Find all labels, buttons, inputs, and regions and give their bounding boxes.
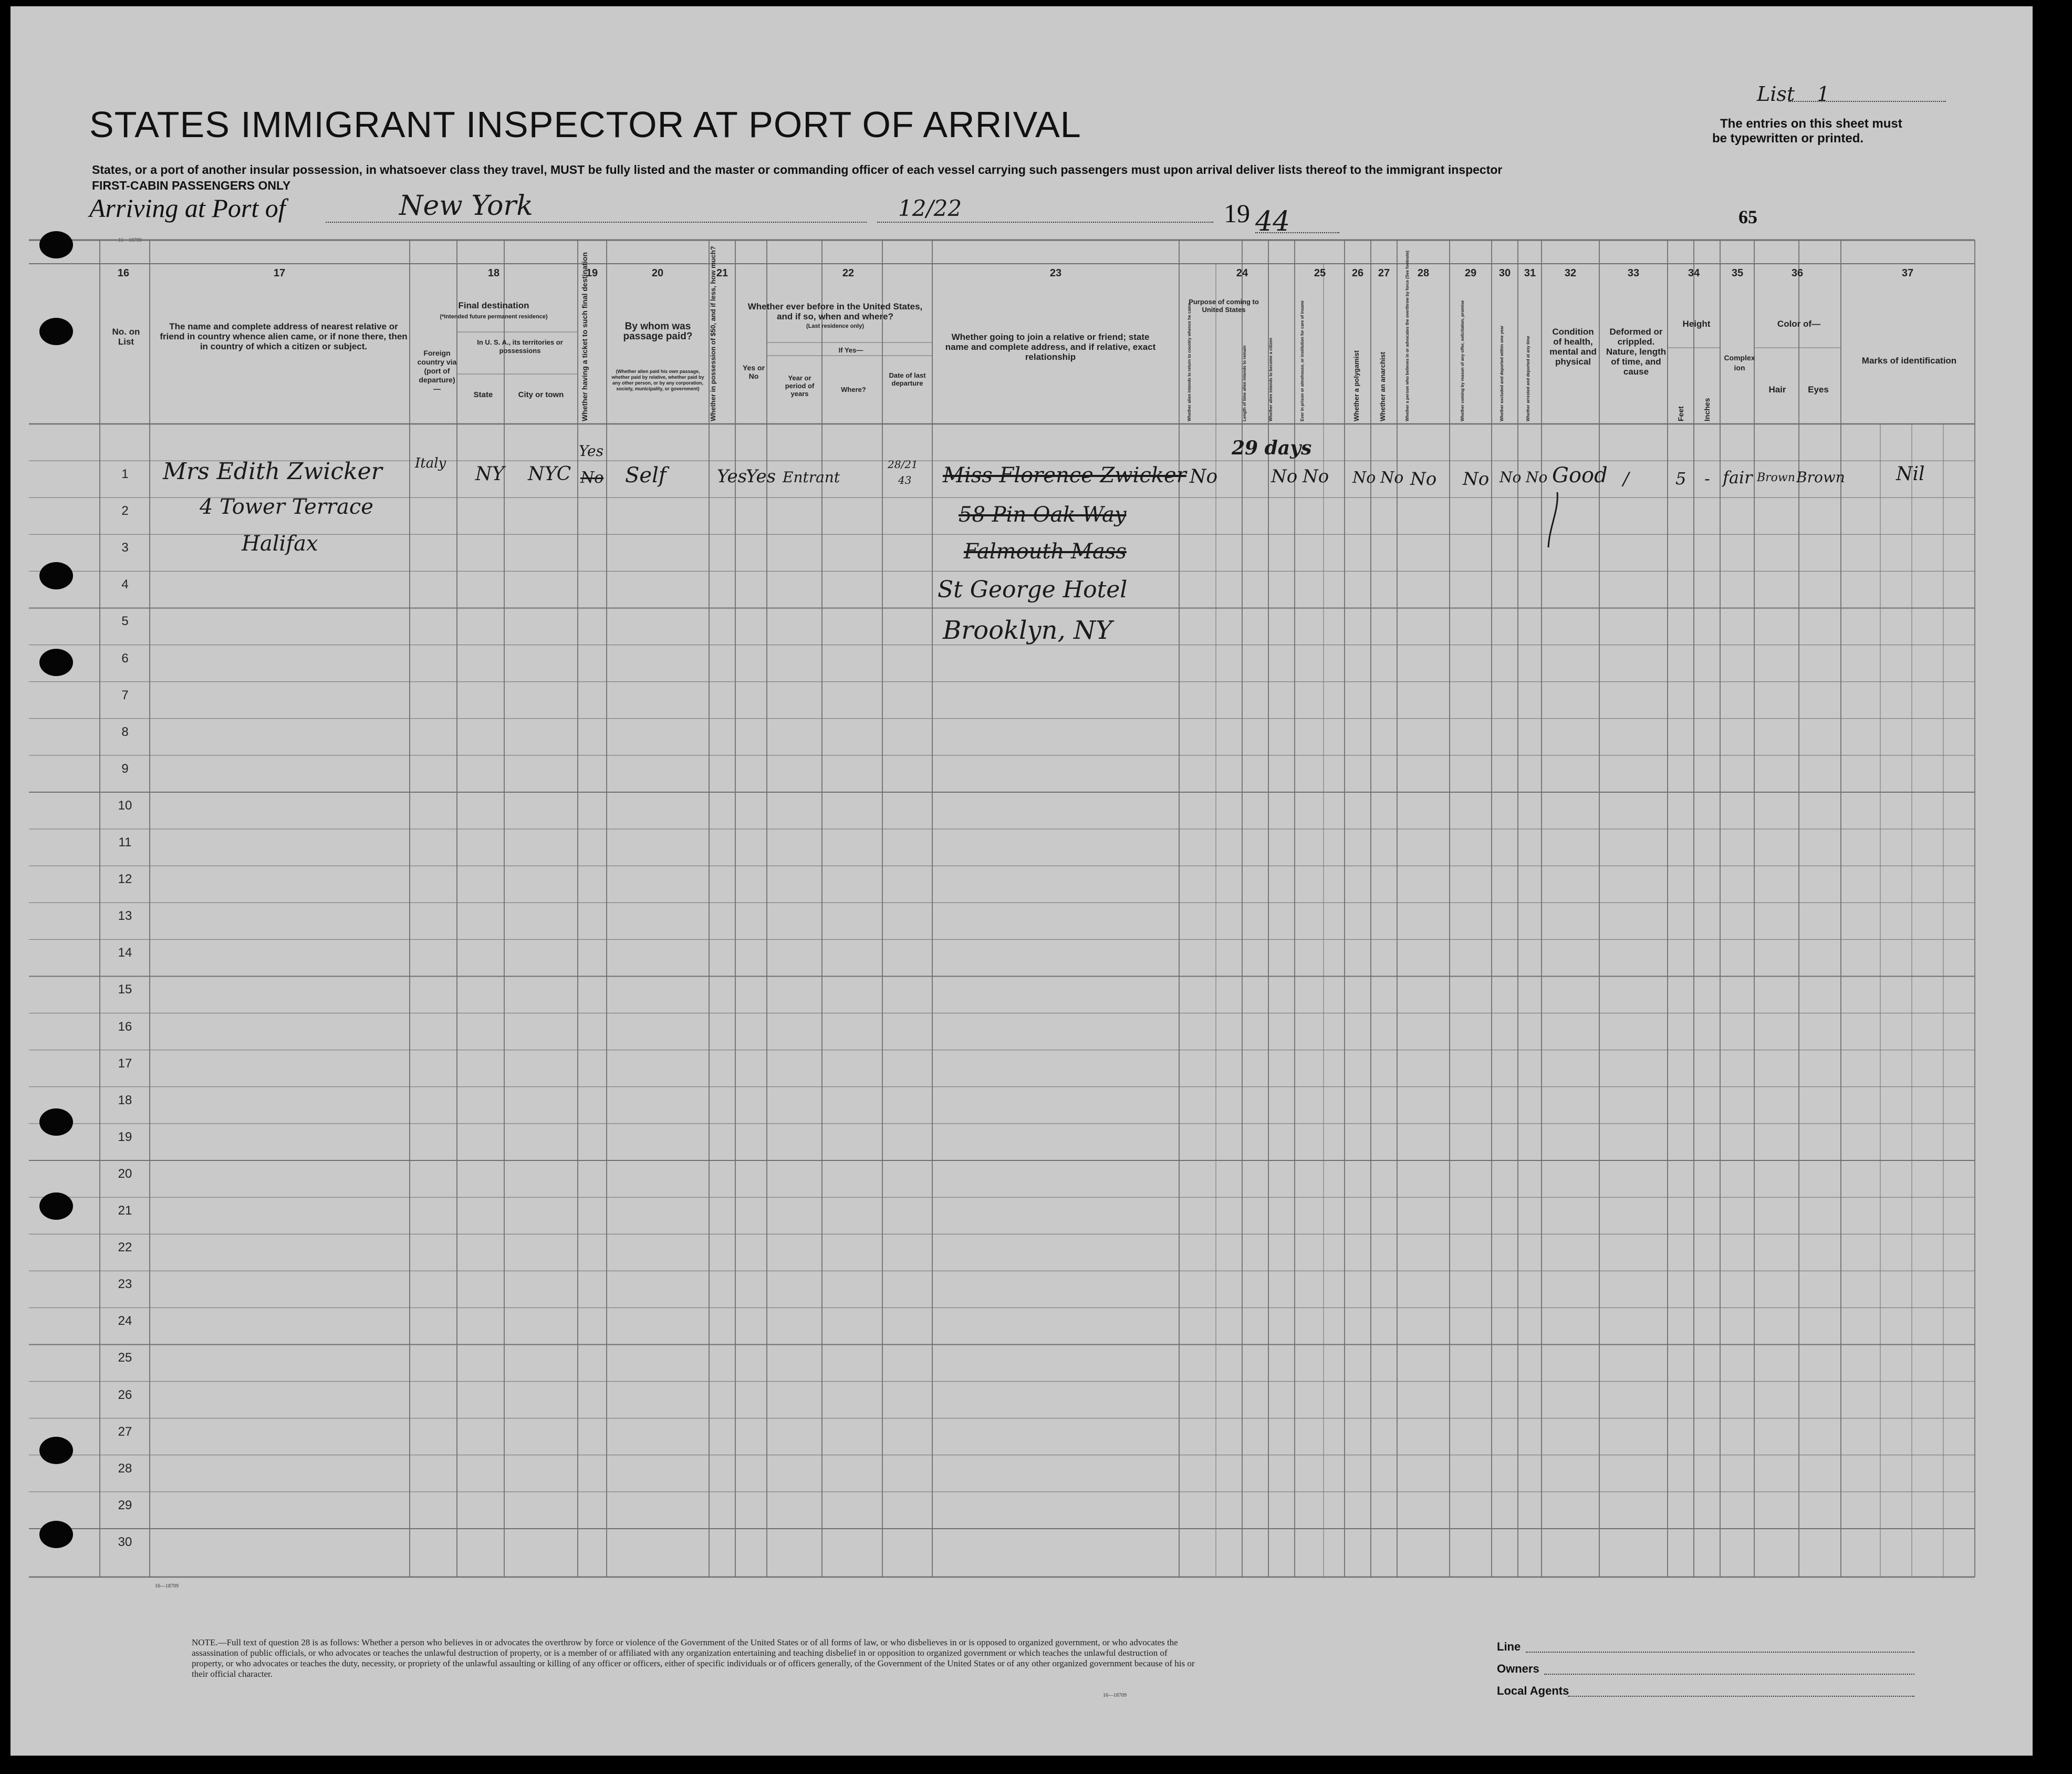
entry-join-struck-3: Falmouth Mass — [964, 540, 1127, 564]
entry-last-departure-1: 28/21 — [888, 458, 918, 471]
list-number: 1 — [1817, 82, 1830, 106]
entry-state: NY — [475, 463, 505, 485]
column-number: 23 — [1049, 267, 1062, 279]
col31-header: Whether arrested and deported at any time — [1526, 336, 1530, 421]
entry-eyes: Brown — [1796, 469, 1845, 486]
entry-period: Entrant — [783, 469, 840, 486]
entry-last-departure-2: 43 — [898, 474, 912, 486]
row-number: 23 — [118, 1277, 132, 1292]
year-prefix: 19 — [1224, 199, 1250, 228]
row-number: 13 — [118, 909, 132, 924]
col34-inches: Inches — [1703, 398, 1711, 421]
column-number: 21 — [716, 267, 728, 279]
col24-c: Whether alien intends to become a citizen — [1268, 337, 1273, 421]
column-number: 20 — [651, 267, 664, 279]
entry-relative-name: Mrs Edith Zwicker — [163, 458, 382, 485]
column-number: 30 — [1498, 267, 1511, 279]
column-number: 35 — [1731, 267, 1744, 279]
line-label: Line — [1497, 1640, 1521, 1653]
row-number: 25 — [118, 1351, 132, 1365]
col16-header: No. on List — [112, 327, 140, 347]
row-number: 19 — [118, 1129, 132, 1144]
col34-header: Height — [1682, 319, 1711, 329]
punch-hole — [39, 1521, 73, 1548]
row-number: 12 — [118, 872, 132, 887]
entry-c25: No — [1303, 466, 1329, 487]
row-number: 14 — [118, 946, 132, 960]
row-number: 30 — [118, 1534, 132, 1549]
col18-city: City or town — [518, 390, 564, 399]
column-number: 32 — [1564, 267, 1577, 279]
punch-hole — [39, 231, 73, 258]
col22-header: Whether ever before in the United States, and if so, when and where? — [747, 302, 923, 321]
line-field — [1526, 1652, 1914, 1653]
col18-state: State — [473, 390, 493, 399]
col18-note: (*Intended future permanent residence) — [440, 314, 548, 320]
col20-header: By whom was passage paid? — [623, 321, 693, 342]
entry-c27: No — [1380, 469, 1404, 487]
entry-c24-b: 29 days — [1232, 437, 1312, 459]
entry-c24-a: No — [1190, 466, 1218, 487]
entry-marks: Nil — [1896, 463, 1925, 485]
year-value: 44 — [1255, 206, 1290, 237]
col22-ifyes: If Yes— — [838, 346, 863, 354]
row-number: 27 — [118, 1424, 132, 1439]
col25-header: Ever in prison or almshouse, or institution for care of insane — [1300, 300, 1305, 421]
punch-hole — [39, 1108, 73, 1136]
owners-field — [1544, 1674, 1914, 1675]
col30-header: Whether excluded and deported within one year — [1500, 325, 1504, 421]
punch-hole — [39, 649, 73, 676]
col23-header: Whether going to join a relative or friend; state name and complete address, and if relative, exact relationship — [945, 332, 1156, 362]
column-number: 28 — [1417, 267, 1430, 279]
column-number: 36 — [1791, 267, 1804, 279]
port-label: Arriving at Port of — [89, 193, 286, 223]
entry-join-1: St George Hotel — [938, 576, 1128, 603]
column-number: 18 — [487, 267, 500, 279]
entry-c30: No — [1500, 469, 1522, 486]
row-number: 21 — [118, 1204, 132, 1218]
entry-health: Good — [1552, 463, 1608, 487]
column-number: 31 — [1524, 267, 1536, 279]
row-number: 24 — [118, 1314, 132, 1329]
col28-header: Whether a person who believes in or advocates the overthrow by force (See footnote) — [1405, 251, 1410, 421]
column-number: 33 — [1627, 267, 1640, 279]
col17-header: The name and complete address of nearest relative or friend in country whence alien came, or if none there, then in country of which a citizen or subject. — [160, 321, 408, 351]
entry-relative-addr2: Halifax — [242, 532, 318, 556]
entries-note-1: The entries on this sheet must — [1720, 117, 1902, 131]
row-number: 20 — [118, 1166, 132, 1181]
col33-header: Deformed or crippled. Nature, length of time, and cause — [1606, 327, 1667, 377]
health-ditto-stroke — [1544, 490, 1565, 553]
row-number: 4 — [121, 577, 129, 592]
col24-a: Whether alien intends to return to country whence he came — [1187, 303, 1192, 421]
col36-hair: Hair — [1768, 385, 1786, 395]
col32-header: Condition of health, mental and physical — [1549, 327, 1597, 367]
punch-hole — [39, 1437, 73, 1464]
column-number: 16 — [117, 267, 130, 279]
column-number: 27 — [1378, 267, 1390, 279]
date-value: 12/22 — [898, 195, 962, 221]
entry-c26: No — [1352, 469, 1376, 487]
entry-join-struck-2: 58 Pin Oak Way — [959, 503, 1127, 527]
entry-c29: No — [1463, 469, 1490, 490]
column-number: 29 — [1464, 267, 1477, 279]
column-number: 37 — [1901, 267, 1914, 279]
col18-foreign: Foreign country via (port of departure)— — [417, 349, 457, 393]
entry-c24-c: No — [1271, 466, 1298, 487]
col26-header: Whether a polygamist — [1352, 350, 1360, 421]
row-number: 17 — [118, 1056, 132, 1071]
entry-ticket: Yes — [579, 442, 603, 460]
entries-note-2: be typewritten or printed. — [1712, 131, 1864, 146]
manifest-sheet — [11, 6, 2033, 1756]
entry-complexion: fair — [1723, 468, 1753, 487]
entry-before-in-us: Yes — [746, 466, 776, 487]
agents-label: Local Agents — [1497, 1684, 1569, 1697]
footnote: NOTE.—Full text of question 28 is as follows: Whether a person who believes in or advocates the overthrow by force or violence of the Government of the United States or of all forms of law, or who disbelieves in or is opposed to organized government, or who advocates the assassination of public officials, or who advocates or teaches the unlawful destruction of property, or is a member of or affiliated with any organization entertaining and teaching disbelief in or opposition to organized government or which teaches the unlawful destruction of property, or who advocates or teaches the duty, necessity, or propriety of the unlawful assaulting or killing of any officer or officers, either of specific individuals or of officers generally, of the Government of the United States or of any other organized government because of his or their official character. — [192, 1637, 1195, 1679]
owners-label: Owners — [1497, 1662, 1539, 1675]
col22-yesno: Yes or No — [742, 364, 765, 380]
col24-header: Purpose of coming to United States — [1189, 298, 1259, 314]
entry-feet: 5 — [1675, 469, 1686, 489]
row-number: 1 — [121, 467, 129, 481]
row-number: 16 — [118, 1019, 132, 1034]
col22-period: Year or period of years — [785, 374, 815, 398]
row-number: 8 — [121, 724, 129, 739]
form-number-top: 16—18709 — [118, 237, 142, 243]
entry-c28: No — [1410, 469, 1437, 490]
entry-join-struck-1: Miss Florence Zwicker — [943, 463, 1186, 487]
row-number: 2 — [121, 504, 129, 518]
row-number: 15 — [118, 982, 132, 997]
column-number: 19 — [586, 267, 598, 279]
punch-hole — [39, 318, 73, 345]
row-number: 7 — [121, 688, 129, 702]
col21-header: Whether in possession of $50, and if less, how much? — [709, 246, 717, 421]
row-number: 11 — [118, 835, 132, 849]
agents-field — [1568, 1696, 1914, 1697]
punch-hole — [39, 1192, 73, 1220]
column-number: 22 — [842, 267, 855, 279]
entry-paid-by: Self — [625, 463, 667, 487]
footnote-form-number: 16—18709 — [1103, 1693, 1127, 1698]
col36-eyes: Eyes — [1808, 385, 1829, 395]
entry-has-50: Yes — [717, 466, 747, 487]
column-number: 24 — [1236, 267, 1248, 279]
col29-header: Whether coming by reason of any offer, solicitation, promise — [1460, 300, 1465, 421]
punch-hole — [39, 562, 73, 589]
entry-deformed: / — [1623, 469, 1629, 490]
row-number: 18 — [118, 1093, 132, 1107]
page-title: STATES IMMIGRANT INSPECTOR AT PORT OF ARRIVAL — [89, 104, 1081, 145]
col22-where: Where? — [841, 386, 866, 393]
row-number: 26 — [118, 1387, 132, 1402]
column-number: 34 — [1688, 267, 1700, 279]
entry-foreign-via: Italy — [415, 455, 446, 471]
col18-usa: In U. S. A., its territories or possessions — [477, 338, 563, 355]
col24-b: Length of time alien intends to remain — [1242, 345, 1247, 421]
entry-c31: No — [1526, 469, 1548, 486]
col22-date: Date of last departure — [889, 371, 926, 387]
row-number: 22 — [118, 1240, 132, 1255]
col37-header: Marks of identification — [1861, 356, 1957, 366]
row-number: 3 — [121, 541, 129, 555]
entry-join-2: Brooklyn, NY — [943, 616, 1112, 645]
page-number: 65 — [1738, 206, 1757, 227]
column-number: 17 — [273, 267, 286, 279]
column-number: 25 — [1314, 267, 1326, 279]
row-number: 5 — [121, 614, 129, 629]
row-number: 10 — [118, 798, 132, 813]
col20-note: (Whether alien paid his own passage, whether paid by relative, whether paid by any other person, or by any corporation, society, municipality, or government) — [611, 369, 704, 391]
col22-note: (Last residence only) — [806, 323, 865, 329]
col27-header: Whether an anarchist — [1379, 351, 1387, 421]
subtitle-line2: FIRST-CABIN PASSENGERS ONLY — [92, 179, 291, 192]
row-number: 9 — [121, 761, 129, 776]
subtitle-line1: States, or a port of another insular possession, in whatsoever class they travel, MUST be fully listed and the master or commanding officer of each vessel carrying such passengers must upon arrival deliver lists thereof to the immigrant inspector — [92, 163, 1503, 177]
entry-relative-addr1: 4 Tower Terrace — [200, 495, 373, 519]
port-value: New York — [399, 190, 533, 222]
col36-header: Color of— — [1777, 319, 1821, 329]
col19-header: Whether having a ticket to such final destination — [580, 252, 589, 421]
row-number: 6 — [121, 651, 129, 666]
col35-header: Complexion — [1724, 354, 1755, 372]
entry-city: NYC — [528, 463, 571, 485]
form-number-bottom: 16—18709 — [155, 1583, 179, 1589]
col34-feet: Feet — [1677, 406, 1685, 421]
entry-hair: Brown — [1757, 471, 1795, 484]
row-number: 28 — [118, 1461, 132, 1476]
col18-header: Final destination — [458, 300, 529, 310]
list-label-text: List — [1757, 82, 1795, 106]
row-number: 29 — [118, 1498, 132, 1512]
entry-inches: - — [1704, 469, 1710, 489]
column-number: 26 — [1351, 267, 1364, 279]
entry-ticket-struck: No — [580, 469, 604, 487]
